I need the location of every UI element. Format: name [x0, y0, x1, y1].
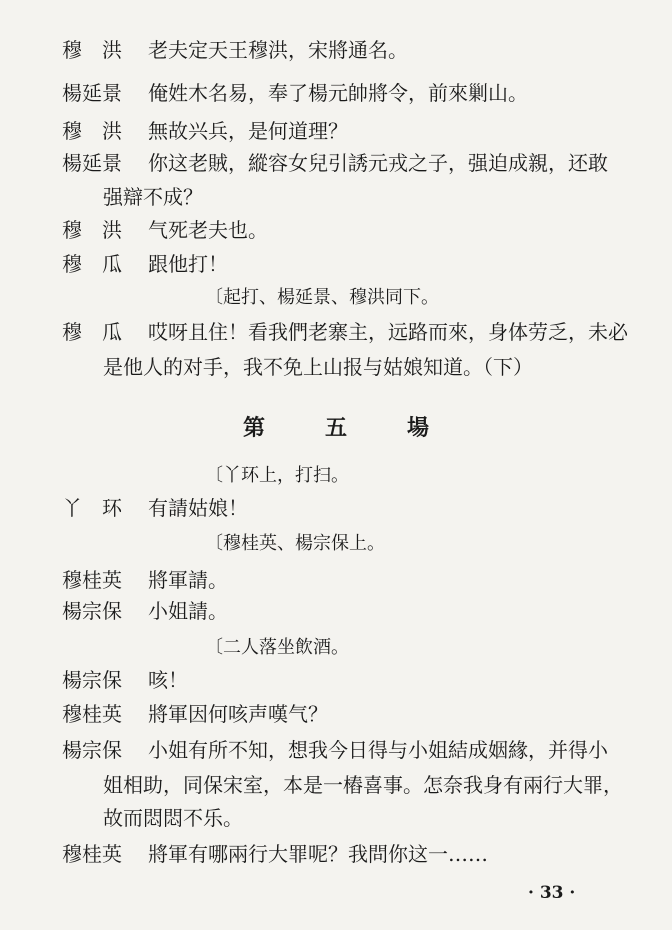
dialogue-text: 將軍請。 [148, 568, 228, 592]
speaker-name: 丫 环 [62, 496, 122, 520]
speaker-name: 楊宗保 [62, 668, 122, 692]
dialogue-text: 跟他打！ [148, 252, 228, 276]
speaker-name: 楊延景 [62, 81, 122, 105]
dialogue-text: 气死老夫也。 [148, 218, 268, 242]
dialogue-text: 俺姓木名易，奉了楊元帥將令，前來剿山。 [148, 81, 528, 105]
page-number: · 33 · [528, 883, 576, 903]
dialogue-text: 小姐有所不知，想我今日得与小姐結成姻緣，并得小 [148, 738, 608, 762]
speaker-name: 穆 洪 [62, 218, 122, 242]
speaker-name: 穆桂英 [62, 842, 122, 866]
speaker-name: 穆桂英 [62, 702, 122, 726]
dialogue-text: 咳！ [148, 668, 188, 692]
dialogue-text: 故而悶悶不乐。 [103, 806, 243, 830]
dialogue-text: 老夫定天王穆洪，宋將通名。 [148, 38, 408, 62]
dialogue-text: 姐相助，同保宋室，本是一樁喜事。怎奈我身有兩行大罪， [103, 773, 623, 797]
speaker-name: 穆 瓜 [62, 320, 122, 344]
dialogue-text: 是他人的对手，我不免上山报与姑娘知道。（下） [103, 355, 533, 379]
speaker-name: 穆 洪 [62, 38, 122, 62]
dialogue-text: 你这老賊，縱容女兒引誘元戎之子，强迫成親，还敢 [148, 151, 608, 175]
speaker-name: 穆 瓜 [62, 252, 122, 276]
speaker-name: 穆桂英 [62, 568, 122, 592]
script-page: 穆 洪 老夫定天王穆洪，宋將通名。 楊延景 俺姓木名易，奉了楊元帥將令，前來剿山。 穆 洪 無故兴兵，是何道理？ 楊延景 你这老賊，縱容女兒引誘元戎之子，强迫成親，还敢 强辯不成？ 穆 洪 气死老夫也。 穆 瓜 跟他打！ 〔起打、楊延景、穆洪同下。 穆 瓜 哎呀且住！看我們老寨主，远路而來，身体劳乏，未必 是他人的对手，我不免上山报与姑娘知道。（下） 第 五 場 〔丫环上，打扫。 丫 环 有請姑娘！ 〔穆桂英、楊宗保上。 穆桂英 將軍請。 楊宗保 小姐請。 〔二人落坐飲酒。 楊宗保 咳！ 穆桂英 將軍因何咳声嘆气？ 楊宗保 小姐有所不知，想我今日得与小姐結成姻緣，并得小 姐相助，同保宋室，本是一樁喜事。怎奈我身有兩行大罪， 故而悶悶不乐。 穆桂英 將軍有哪兩行大罪呢？我問你这一…… · 33 · [0, 0, 672, 930]
dialogue-text: 將軍因何咳声嘆气？ [148, 702, 328, 726]
scene-title: 第 五 場 [242, 415, 430, 441]
speaker-name: 穆 洪 [62, 119, 122, 143]
dialogue-text: 哎呀且住！看我們老寨主，远路而來，身体劳乏，未必 [148, 320, 628, 344]
dialogue-text: 無故兴兵，是何道理？ [148, 119, 348, 143]
dialogue-text: 小姐請。 [148, 599, 228, 623]
dialogue-text: 强辯不成？ [103, 185, 203, 209]
dialogue-text: 有請姑娘！ [148, 496, 248, 520]
speaker-name: 楊延景 [62, 151, 122, 175]
dialogue-text: 將軍有哪兩行大罪呢？我問你这一…… [148, 842, 488, 866]
speaker-name: 楊宗保 [62, 599, 122, 623]
speaker-name: 楊宗保 [62, 738, 122, 762]
